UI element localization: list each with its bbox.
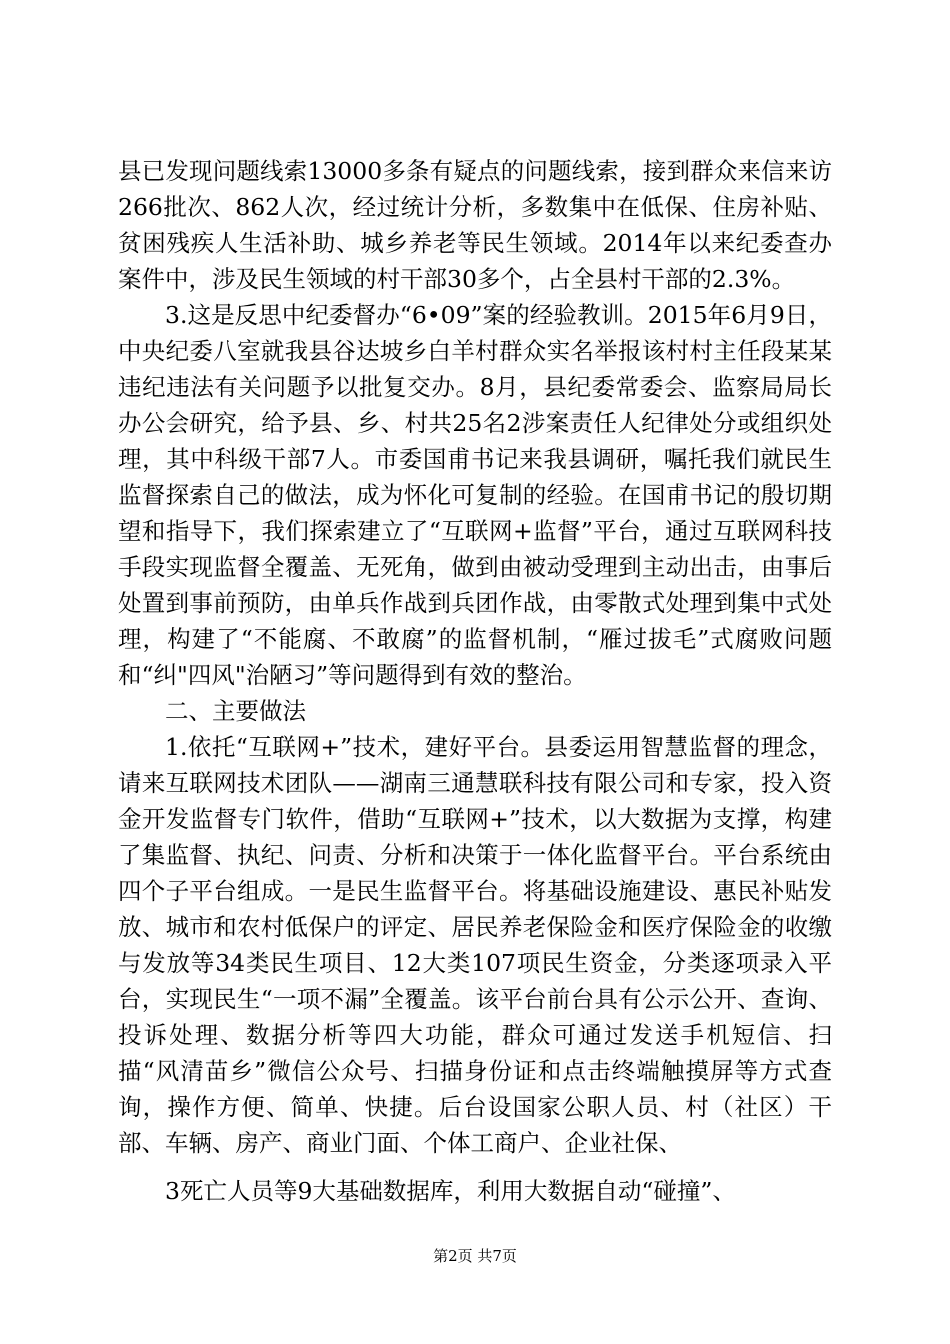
paragraph-platform: 1.依托“互联网+”技术，建好平台。县委运用智慧监督的理念，请来互联网技术团队——湖南三通慧联科技有限公司和专家，投入资金开发监督专门软件，借助“互联网+”技术，以大数据为支撑，构建了集监督、执纪、问责、分析和决策于一体化监督平台。平台系统由四个子平台组成。一是民生监督平台。将基础设施建设、惠民补贴发放、城市和农村低保户的评定、居民养老保险金和医疗保险金的收缴与发放等34类民生项目、12大类107项民生资金，分类逐项录入平台，实现民生“一项不漏”全覆盖。该平台前台具有公示公开、查询、投诉处理、数据分析等四大功能，群众可通过发送手机短信、扫描“风清苗乡”微信公众号、扫描身份证和点击终端触摸屏等方式查询，操作方便、简单、快捷。后台设国家公职人员、村（社区）干部、车辆、房产、商业门面、个体工商户、企业社保、 xyxy=(118,733,832,1157)
section-heading: 二、主要做法 xyxy=(165,697,306,725)
document-body xyxy=(118,153,832,1209)
paragraph-database: 3死亡人员等9大基础数据库，利用大数据自动“碰撞”、 xyxy=(165,1177,736,1205)
page-footer: 第2页 共7页 xyxy=(433,1247,517,1265)
paragraph-continuation: 县已发现问题线索13000多条有疑点的问题线索，接到群众来信来访266批次、862人次，经过统计分析，多数集中在低保、住房补贴、贫困残疾人生活补助、城乡养老等民生领域。2014年以来纪委查办案件中，涉及民生领域的村干部30多个，占全县村干部的2.3%。 xyxy=(118,157,832,293)
paragraph-lesson: 3.这是反思中纪委督办“6•09”案的经验教训。2015年6月9日，中央纪委八室就我县谷达坡乡白羊村群众实名举报该村村主任段某某违纪违法有关问题予以批复交办。8月，县纪委常委会、监察局局长办公会研究，给予县、乡、村共25名2涉案责任人纪律处分或组织处理，其中科级干部7人。市委国甫书记来我县调研，嘱托我们就民生监督探索自己的做法，成为怀化可复制的经验。在国甫书记的殷切期望和指导下，我们探索建立了“互联网+监督”平台，通过互联网科技手段实现监督全覆盖、无死角，做到由被动受理到主动出击，由事后处置到事前预防，由单兵作战到兵团作战，由零散式处理到集中式处理，构建了“不能腐、不敢腐”的监督机制，“雁过拔毛”式腐败问题和“纠"四风"治陋习”等问题得到有效的整治。 xyxy=(118,301,832,689)
